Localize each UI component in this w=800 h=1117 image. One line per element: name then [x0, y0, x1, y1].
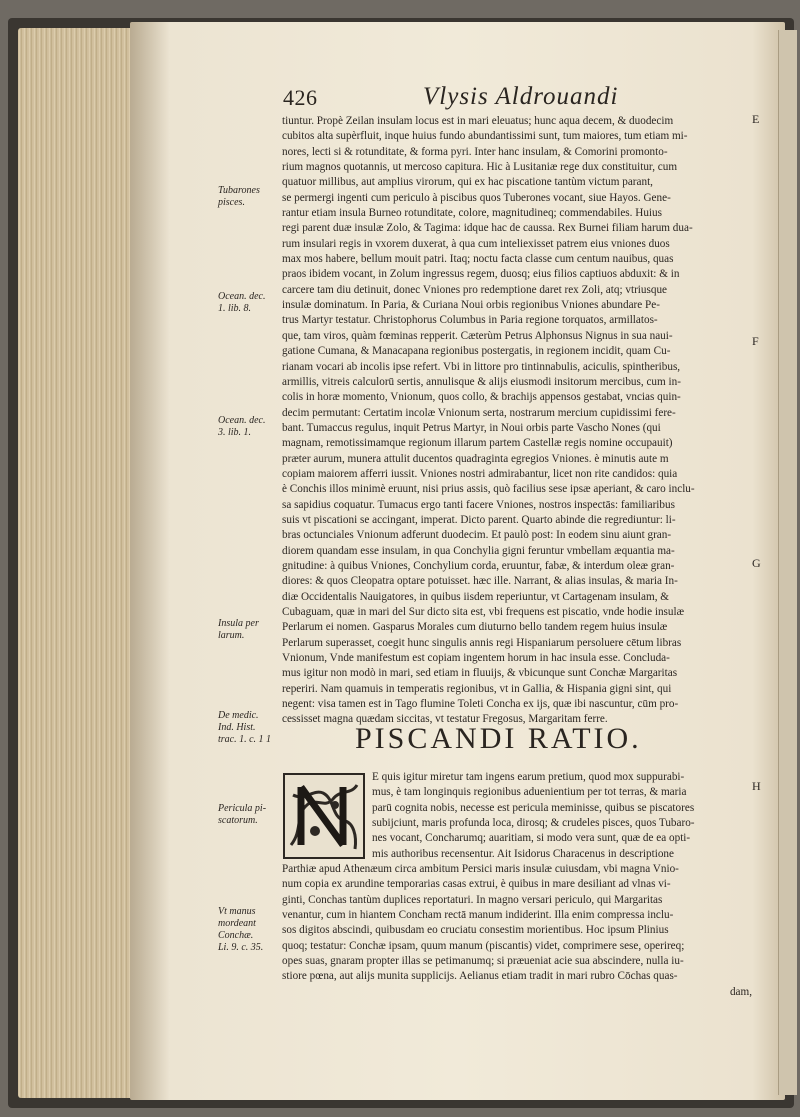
text-line: suis vt piscationi se accingant, imperat. Dicto parent. Quarto abinde die regrediuntur: li-: [282, 513, 676, 526]
text-line: Perlarum ei nomen. Gasparus Morales cum diuturno bello tandem regem huius insulæ: [282, 621, 668, 634]
text-line: num copia ex arundine temporarias casas extrui, è quibus in mare desiliant ad vlnas vi-: [282, 878, 671, 891]
text-line: rantur etiam insula Burneo rotunditate, colore, magnitudineq; commendabiles. Huius: [282, 207, 662, 220]
page-fold-shadow: [130, 22, 170, 1100]
text-line: sa sapidius coquatur. Tumacus ergo tanti facere Vniones, nostros inspectās: familiaribus: [282, 498, 675, 511]
text-line: insulæ dominatum. In Paria, & Curiana Noui orbis regionibus Vniones abundare Pe-: [282, 299, 660, 312]
signature-mark: G: [752, 556, 761, 570]
text-line: cubitos alta supèrfluit, inque huius fundo abundantissimi sunt, tum maiores, tum etiam mi-: [282, 130, 688, 143]
main-text-block-2: [282, 862, 752, 1000]
text-line: è Conchis illos minimè eruunt, nisi prius assis, quò facilius sese ipsæ aperiant, & caro inclu-: [282, 483, 695, 496]
margin-note-line: 1. lib. 8.: [218, 303, 252, 314]
facing-page-edge: [778, 30, 797, 1095]
text-line: carcere tam diu detinuit, donec Vniones pro redemptione daret rex Zoli, atq; vtriusque: [282, 283, 668, 296]
margin-note: [218, 803, 278, 827]
margin-note-line: pisces.: [218, 197, 245, 208]
margin-note-line: scatorum.: [218, 815, 258, 826]
text-line: Cubaguam, quæ in mari del Sur dicto sita est, vbi frequens est piscatio, vnde hodie insulæ: [282, 606, 685, 618]
margin-note-line: Ind. Hist.: [218, 722, 256, 733]
text-line: copiam maiorem afferri iussit. Vniones nostri admirabantur, licet non rite candidos: quia: [282, 467, 678, 480]
margin-note-line: Ocean. dec.: [218, 415, 266, 426]
text-line: decim permutant: Certatim incolæ Vnionum serta, nostrarum mercium cupidissimi fere-: [282, 406, 676, 419]
text-line: negent: visa tamen est in Tago flumine Toleti Concha ex ijs, quæ ibi nascuntur, cūm pro-: [282, 698, 679, 711]
margin-note-line: Insula per: [218, 618, 259, 629]
text-line: armillis, vitreis calculorū sertis, annulisque & alijs eiusmodi insitorum mercibus, cum in-: [282, 375, 681, 388]
margin-note-line: larum.: [218, 630, 245, 641]
page-edges: [18, 28, 138, 1098]
text-line: subijciunt, maris profunda loca, dirosq; & crudeles pisces, quos Tubaro-: [372, 817, 695, 830]
margin-note-line: De medic.: [218, 710, 259, 721]
signature-mark: H: [752, 779, 761, 793]
text-line: mis authoribus recensentur. Ait Isidorus Characenus in descriptione: [372, 847, 674, 860]
text-line: stiore pœna, aut alijs munita supplicijs. Aelianus etiam tradit in mari rubro Cōchas quas-: [282, 970, 678, 983]
text-line: opes suas, gnaram propter illas se petimanumq; si præueniat acie sua abscindere, nulla iu-: [282, 955, 684, 968]
margin-note: [218, 710, 278, 746]
section-title: PISCANDI RATIO.: [355, 722, 642, 755]
text-line: gatione Cumana, & Manacapana regionibus postergatis, in regionem incidit, quam Cu-: [282, 345, 671, 358]
page-number: 426: [283, 85, 318, 110]
text-line: tiuntur. Propè Zeilan insulam locus est in mari eleuatus; hunc aqua decem, & duodecim: [282, 115, 674, 127]
margin-note: [218, 415, 278, 439]
margin-note-line: trac. 1. c. 1 1: [218, 734, 272, 745]
text-line: se permergi ingenti cum periculo à piscibus quos Tuberones vocant, siue Hayos. Gene-: [282, 191, 671, 204]
text-line: Parthiæ apud Athenæum circa ambitum Persici maris insulæ cuiusdam, vbi magna Vnio-: [282, 863, 679, 875]
main-text-block: [282, 114, 752, 728]
running-head: Vlysis Aldrouandi: [423, 83, 619, 110]
signature-mark: F: [752, 334, 759, 348]
text-line: cessisset magna quædam siccitas, vt testatur Fregosus, Margaritam ferre.: [282, 713, 608, 726]
text-line: Vnionum, Vnde manifestum est copiam ingentem horum in hac insula esse. Concluda-: [282, 652, 670, 665]
margin-note: [218, 906, 278, 954]
margin-note-line: Ocean. dec.: [218, 291, 266, 302]
text-line: diæ Occidentalis Nauigatores, in quibus iisdem reperiuntur, vt Cartagenam insulam, &: [282, 590, 669, 603]
initial-n-ornament: [285, 775, 363, 857]
text-line: nes vocant, Concharumq; auaritiam, si modo vera sunt, quæ de ea opti-: [372, 832, 691, 845]
text-line: mus, è tam longinquis regionibus aduenientium per tot terras, & maria: [372, 786, 687, 799]
text-line: venantur, cum in hiantem Concham rectā manum indiderint. Illa enim compressa inclu-: [282, 909, 674, 922]
margin-note: [218, 185, 278, 209]
text-line: rum insulari regis in vxorem duxerat, à qua cum inteliexisset patrem eius vniones duos: [282, 237, 670, 250]
text-line: dam,: [729, 985, 752, 998]
text-line: gnitudine: à quibus Vniones, Conchylium corda, eruuntur, fabæ, & interdum oleæ gran-: [282, 559, 675, 572]
text-line: ginti, Conchas tantùm duplices reportaturi. In magno versari periculo, qui Margaritas: [282, 893, 663, 906]
margin-note: [218, 618, 278, 642]
text-line: nores, lecti si & rotunditate, & forma pyri. Inter hanc insulam, & Comorini promonto-: [282, 145, 668, 158]
margin-note-line: Pericula pi-: [218, 803, 267, 814]
text-line: bras octunciales Vnionum adferunt duodecim. Et paulò post: In eodem sinu aiunt gran-: [282, 529, 672, 542]
text-line: bant. Tumaccus regulus, inquit Petrus Martyr, in Noui orbis parte Vascho Nones (qui: [282, 421, 661, 434]
margin-note-line: Tubarones: [218, 185, 260, 196]
text-line: que, tam viros, quàm fœminas repperit. Cæterùm Petrus Alphonsus Nignus in sua naui-: [282, 329, 673, 342]
margin-note-line: Conchæ.: [218, 930, 254, 941]
text-line: sos digitos abscindi, quibusdam eo cruciatu consestim morientibus. Hoc ipsum Plinius: [282, 924, 669, 937]
text-line: quoq; testatur: Conchæ ipsam, quum manum (piscantis) videt, comprimere sese, operireq;: [282, 939, 685, 952]
signature-mark: E: [752, 112, 760, 126]
text-line: trus Martyr testatur. Christophorus Columbus in Paria regione torquatos, armillatos-: [282, 314, 658, 327]
text-line: regi parent duæ insulæ Zolo, & Tagima: idque hac de caussa. Rex Burnei filiam harum dua-: [282, 222, 693, 235]
text-line: Perlarum superasset, coegit hunc singulis annis regi Hispaniarum persoluere cētum libras: [282, 636, 682, 649]
text-line: praos ibidem vocant, in Zolum ingressus regem, duosq; eius filios captiuos abduxit: & in: [282, 268, 680, 281]
text-line: rium magnos quotannis, ut mercoso capitura. Hic à Lusitaniæ rege dux constituitur, cum: [282, 161, 678, 174]
text-line: colis in horæ momento, Vnionum, quos collo, & brachijs appensos gestabat, vncias quin-: [282, 391, 681, 404]
text-line: rianam vocari ab incolis ipse refert. Vbi in littore pro tintinnabulis, aciculis, spintheribus,: [282, 360, 681, 373]
text-line: magnam, remotissimamque regionum illarum partem Castellæ regis nomine occupauit): [282, 437, 673, 450]
margin-note-line: Li. 9. c. 35.: [218, 942, 264, 953]
margin-note-line: 3. lib. 1.: [218, 427, 252, 438]
text-line: reperiri. Nam quamuis in temperatis regionibus, vt in Gallia, & Hispania gigni sint, qui: [282, 682, 672, 695]
margin-note-line: mordeant: [218, 918, 256, 929]
text-line: præter aurum, munera attulit ducentos quadraginta egregios Vniones. è minutis aute m: [282, 452, 669, 465]
text-line: diorem quandam esse insulam, in qua Conchylia gigni feruntur vmbellam æquantia ma-: [282, 544, 675, 557]
text-line: mus igitur non modò in mari, sed etiam in fluuijs, & vbicunque sunt Conchæ Margaritas: [282, 667, 678, 680]
text-line: diores: & quos Cleopatra optare potuisset. hæc ille. Narrant, & alias insulas, & maria In-: [282, 575, 678, 588]
text-line: E quis igitur miretur tam ingens earum pretium, quod mox suppurabi-: [372, 771, 685, 783]
text-line: parū cognita nobis, necesse est pericula meminisse, quibus se piscatores: [372, 801, 695, 814]
margin-note: [218, 291, 278, 315]
decorated-initial: [283, 773, 365, 859]
text-line: max mos habere, bellum mouit patri. Itaq; noctu facta classe cum centum nauibus, quas: [282, 253, 674, 266]
indented-text-block: [372, 770, 752, 862]
margin-note-line: Vt manus: [218, 906, 256, 917]
text-line: quatuor millibus, aut amplius virorum, qui ex hac piscatione tantùm victum parant,: [282, 176, 653, 189]
